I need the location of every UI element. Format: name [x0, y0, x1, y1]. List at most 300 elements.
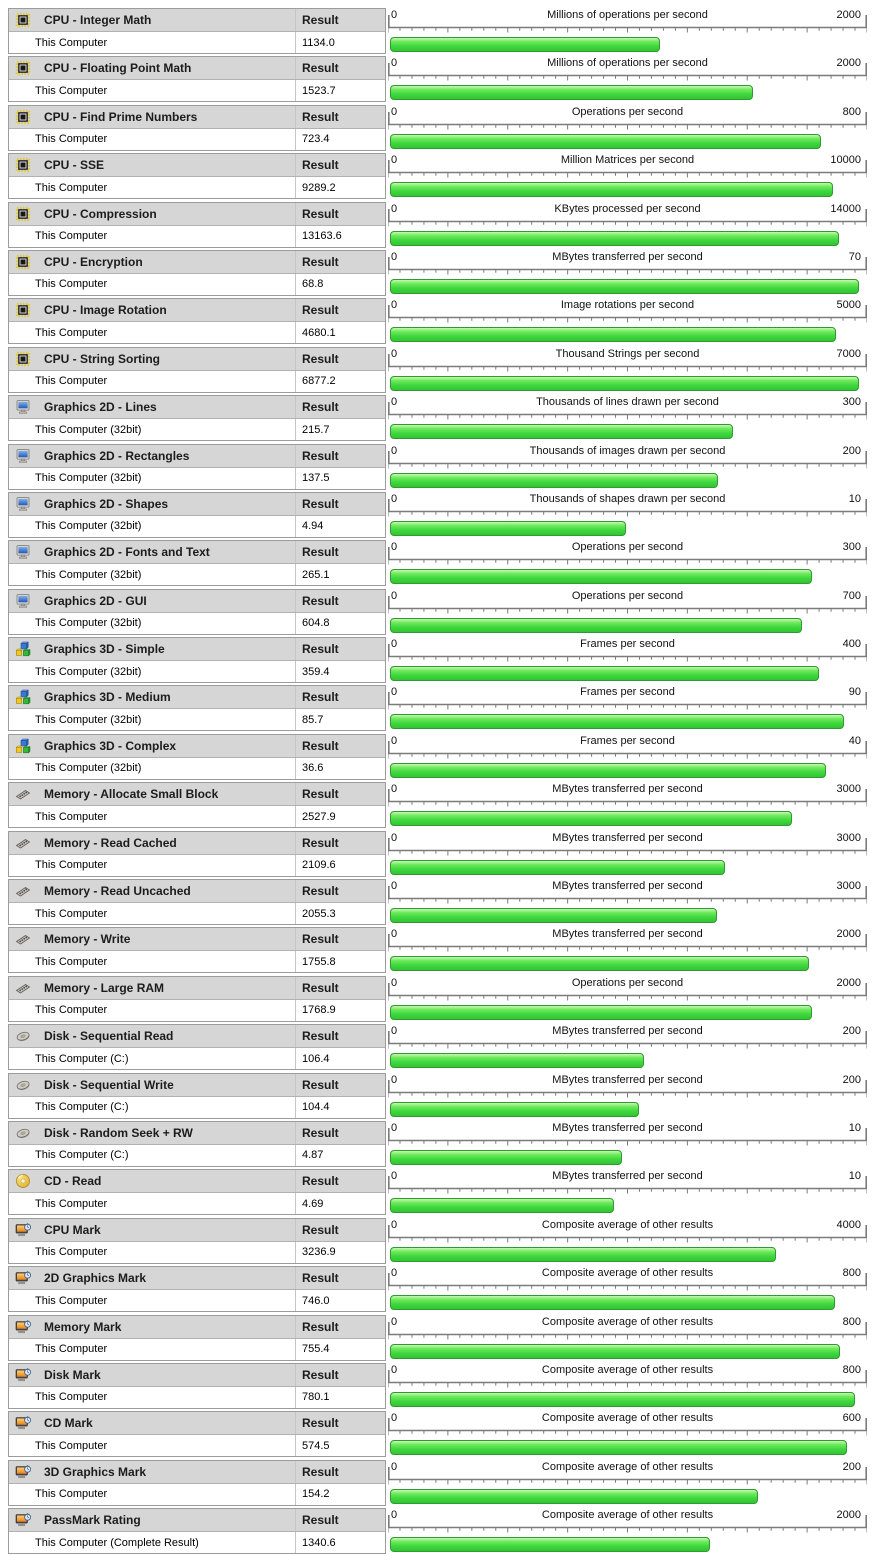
test-header[interactable]: [9, 1074, 385, 1097]
series-name-label: This Computer (32bit): [35, 472, 142, 485]
series-name-label: This Computer: [35, 1439, 108, 1452]
axis-max-label: 200: [842, 1025, 861, 1038]
axis-zero-label: 0: [391, 880, 398, 893]
series-row: [9, 709, 385, 730]
memory-chip-icon: [15, 883, 31, 899]
axis-zero-label: 0: [391, 1267, 398, 1280]
bar-track: [390, 327, 867, 342]
result-chart: [388, 976, 867, 1024]
bar-track: [390, 231, 867, 246]
test-name-label: Memory - Read Uncached: [44, 884, 191, 899]
series-row: [9, 758, 385, 779]
result-table: [8, 782, 386, 828]
test-name-label: Memory - Allocate Small Block: [44, 787, 219, 802]
axis-ruler: [388, 62, 867, 82]
test-name-label: CPU - String Sorting: [44, 351, 160, 366]
axis-ruler: [388, 1175, 867, 1195]
result-table: [8, 1363, 386, 1409]
axis-ruler: [388, 740, 867, 760]
benchmark-row: [8, 1411, 881, 1459]
benchmark-row: [8, 1024, 881, 1072]
axis-ruler: [388, 401, 867, 421]
result-table: [8, 976, 386, 1022]
series-name-label: This Computer: [35, 1197, 108, 1210]
mark-icon: [15, 1222, 31, 1238]
result-value: 265.1: [295, 564, 385, 585]
result-chart: [388, 1266, 867, 1314]
test-name-label: Graphics 2D - Lines: [44, 400, 157, 415]
test-header[interactable]: [9, 928, 385, 951]
result-value: 104.4: [295, 1097, 385, 1118]
axis-zero-label: 0: [391, 1460, 398, 1473]
test-header[interactable]: [9, 1267, 385, 1290]
axis-ruler: [388, 256, 867, 276]
benchmark-row: [8, 540, 881, 588]
axis-ruler: [388, 1466, 867, 1486]
bar-track: [390, 37, 867, 52]
test-header[interactable]: [9, 1122, 385, 1145]
axis-ruler: [388, 788, 867, 808]
benchmark-row: [8, 298, 881, 346]
result-column-header: Result: [295, 154, 385, 176]
cpu-chip-icon: [15, 206, 31, 222]
result-table: [8, 56, 386, 102]
result-value: 1134.0: [295, 32, 385, 53]
bar-track: [390, 811, 867, 826]
result-column-header: Result: [295, 1509, 385, 1531]
series-name-label: This Computer (32bit): [35, 665, 142, 678]
bar-track: [390, 1392, 867, 1407]
axis-max-label: 70: [848, 250, 861, 263]
series-row: [9, 1000, 385, 1021]
result-bar: [390, 908, 717, 923]
axis-title: Thousands of images drawn per second: [529, 444, 726, 457]
result-value: 154.2: [295, 1484, 385, 1505]
benchmark-row: [8, 202, 881, 250]
axis-zero-label: 0: [391, 589, 398, 602]
result-chart: [388, 444, 867, 492]
test-header[interactable]: [9, 1461, 385, 1484]
test-header[interactable]: [9, 1219, 385, 1242]
result-value: 85.7: [295, 709, 385, 730]
benchmark-row: [8, 1121, 881, 1169]
series-name-label: This Computer: [35, 278, 108, 291]
axis-ruler: [388, 1272, 867, 1292]
series-row: [9, 177, 385, 198]
test-header[interactable]: [9, 832, 385, 855]
result-chart: [388, 1411, 867, 1459]
axis-zero-label: 0: [391, 783, 398, 796]
test-header[interactable]: [9, 638, 385, 661]
test-header[interactable]: [9, 203, 385, 226]
result-value: 746.0: [295, 1290, 385, 1311]
result-column-header: Result: [295, 1461, 385, 1483]
result-column-header: Result: [295, 9, 385, 31]
result-table: [8, 202, 386, 248]
bar-track: [390, 473, 867, 488]
axis-ruler: [388, 546, 867, 566]
axis-max-label: 200: [842, 1073, 861, 1086]
result-value: 13163.6: [295, 226, 385, 247]
test-name-label: Graphics 2D - Shapes: [44, 496, 169, 511]
bar-track: [390, 134, 867, 149]
result-column-header: Result: [295, 1025, 385, 1047]
result-column-header: Result: [295, 928, 385, 950]
result-column-header: Result: [295, 106, 385, 128]
result-value: 137.5: [295, 468, 385, 489]
series-row: [9, 564, 385, 585]
test-name-label: Disk - Sequential Write: [44, 1077, 174, 1092]
axis-zero-label: 0: [391, 396, 398, 409]
test-header[interactable]: [9, 1025, 385, 1048]
test-name-label: Disk Mark: [44, 1367, 101, 1382]
result-chart: [388, 1073, 867, 1121]
test-header[interactable]: [9, 396, 385, 419]
series-name-label: This Computer (32bit): [35, 762, 142, 775]
result-chart: [388, 1169, 867, 1217]
bar-track: [390, 1295, 867, 1310]
result-bar: [390, 473, 718, 488]
axis-ruler: [388, 1369, 867, 1389]
axis-ruler: [388, 1030, 867, 1050]
test-header[interactable]: [9, 251, 385, 274]
result-table: [8, 1169, 386, 1215]
result-column-header: Result: [295, 445, 385, 467]
test-header[interactable]: [9, 880, 385, 903]
result-column-header: Result: [295, 1316, 385, 1338]
axis-max-label: 4000: [836, 1218, 861, 1231]
series-name-label: This Computer: [35, 133, 108, 146]
series-row: [9, 855, 385, 876]
benchmark-row: [8, 1169, 881, 1217]
bar-track: [390, 1005, 867, 1020]
result-table: [8, 1460, 386, 1506]
benchmark-row: [8, 637, 881, 685]
result-bar: [390, 1344, 840, 1359]
test-header[interactable]: [9, 106, 385, 129]
disk-icon: [15, 1125, 31, 1141]
series-row: [9, 1339, 385, 1360]
result-table: [8, 347, 386, 393]
series-row: [9, 806, 385, 827]
bar-track: [390, 521, 867, 536]
result-table: [8, 250, 386, 296]
axis-title: Composite average of other results: [541, 1267, 714, 1280]
test-header[interactable]: [9, 1170, 385, 1193]
result-bar: [390, 714, 844, 729]
cubes-3d-icon: [15, 738, 31, 754]
result-chart: [388, 782, 867, 830]
axis-max-label: 2000: [836, 9, 861, 21]
series-name-label: This Computer: [35, 326, 108, 339]
test-header[interactable]: [9, 783, 385, 806]
bar-track: [390, 1440, 867, 1455]
result-value: 1755.8: [295, 951, 385, 972]
axis-ruler: [388, 982, 867, 1002]
axis-title: MBytes transferred per second: [552, 250, 703, 263]
bar-track: [390, 279, 867, 294]
test-header[interactable]: [9, 541, 385, 564]
axis-zero-label: 0: [391, 250, 398, 263]
bar-track: [390, 1150, 867, 1165]
test-name-label: Graphics 3D - Medium: [44, 690, 171, 705]
result-chart: [388, 1315, 867, 1363]
axis-max-label: 400: [842, 638, 861, 651]
series-row: [9, 1532, 385, 1553]
axis-title: Composite average of other results: [541, 1460, 714, 1473]
result-bar: [390, 231, 839, 246]
memory-chip-icon: [15, 931, 31, 947]
result-chart: [388, 56, 867, 104]
cpu-chip-icon: [15, 254, 31, 270]
result-chart: [388, 1363, 867, 1411]
series-name-label: This Computer: [35, 84, 108, 97]
cpu-chip-icon: [15, 351, 31, 367]
result-bar: [390, 811, 792, 826]
axis-zero-label: 0: [391, 1025, 398, 1038]
axis-title: Frames per second: [580, 686, 675, 699]
axis-title: Operations per second: [571, 105, 684, 118]
test-header[interactable]: [9, 590, 385, 613]
result-table: [8, 1073, 386, 1119]
result-table: [8, 540, 386, 586]
axis-max-label: 800: [842, 1363, 861, 1376]
bar-track: [390, 1247, 867, 1262]
series-row: [9, 1387, 385, 1408]
benchmark-row: [8, 1218, 881, 1266]
bar-track: [390, 1053, 867, 1068]
series-name-label: This Computer: [35, 1488, 108, 1501]
result-column-header: Result: [295, 1122, 385, 1144]
series-row: [9, 903, 385, 924]
benchmark-row: [8, 831, 881, 879]
result-bar: [390, 1489, 758, 1504]
axis-title: Image rotations per second: [560, 299, 695, 312]
result-chart: [388, 831, 867, 879]
axis-ruler: [388, 933, 867, 953]
series-name-label: This Computer: [35, 1343, 108, 1356]
test-name-label: CD - Read: [44, 1174, 102, 1189]
result-column-header: Result: [295, 1412, 385, 1434]
result-bar: [390, 327, 836, 342]
test-name-label: CPU - Integer Math: [44, 13, 152, 27]
axis-zero-label: 0: [391, 1315, 398, 1328]
result-bar: [390, 182, 833, 197]
benchmark-row: [8, 395, 881, 443]
series-name-label: This Computer (32bit): [35, 617, 142, 630]
bar-track: [390, 763, 867, 778]
test-name-label: 3D Graphics Mark: [44, 1464, 147, 1479]
axis-zero-label: 0: [391, 1121, 398, 1134]
axis-ruler: [388, 1127, 867, 1147]
result-column-header: Result: [295, 541, 385, 563]
result-value: 106.4: [295, 1048, 385, 1069]
series-row: [9, 516, 385, 537]
series-row: [9, 1290, 385, 1311]
axis-zero-label: 0: [391, 299, 398, 312]
result-chart: [388, 685, 867, 733]
cpu-chip-icon: [15, 157, 31, 173]
result-column-header: Result: [295, 1267, 385, 1289]
result-table: [8, 879, 386, 925]
axis-ruler: [388, 885, 867, 905]
series-name-label: This Computer: [35, 36, 108, 49]
test-header[interactable]: [9, 9, 385, 32]
test-name-label: PassMark Rating: [44, 1513, 141, 1528]
test-header[interactable]: [9, 735, 385, 758]
bar-track: [390, 1489, 867, 1504]
axis-ruler: [388, 111, 867, 131]
result-bar: [390, 279, 859, 294]
series-row: [9, 1484, 385, 1505]
benchmark-row: [8, 1266, 881, 1314]
mark-icon: [15, 1319, 31, 1335]
series-name-label: This Computer (C:): [35, 1149, 129, 1162]
result-bar: [390, 763, 826, 778]
result-value: 755.4: [295, 1339, 385, 1360]
result-chart: [388, 1460, 867, 1508]
benchmark-row: [8, 927, 881, 975]
axis-title: Composite average of other results: [541, 1363, 714, 1376]
axis-max-label: 40: [848, 734, 861, 747]
result-bar: [390, 1053, 644, 1068]
test-header[interactable]: [9, 1364, 385, 1387]
test-header[interactable]: [9, 1316, 385, 1339]
series-row: [9, 226, 385, 247]
axis-ruler: [388, 1417, 867, 1437]
benchmark-row: [8, 1363, 881, 1411]
axis-max-label: 3000: [836, 880, 861, 893]
axis-title: Composite average of other results: [541, 1315, 714, 1328]
test-header[interactable]: [9, 57, 385, 80]
result-bar: [390, 1247, 776, 1262]
axis-zero-label: 0: [391, 202, 398, 215]
cpu-chip-icon: [15, 60, 31, 76]
axis-zero-label: 0: [391, 1170, 398, 1183]
axis-max-label: 10: [848, 1121, 861, 1134]
test-header[interactable]: [9, 299, 385, 322]
axis-title: Frames per second: [580, 734, 675, 747]
memory-chip-icon: [15, 980, 31, 996]
series-row: [9, 1435, 385, 1456]
result-table: [8, 1411, 386, 1457]
result-bar: [390, 85, 753, 100]
axis-ruler: [388, 1321, 867, 1341]
result-bar: [390, 1295, 835, 1310]
series-row: [9, 419, 385, 440]
series-row: [9, 32, 385, 53]
benchmark-row: [8, 685, 881, 733]
result-chart: [388, 105, 867, 153]
axis-title: Composite average of other results: [541, 1412, 714, 1425]
result-value: 604.8: [295, 613, 385, 634]
axis-zero-label: 0: [391, 541, 398, 554]
result-value: 4.69: [295, 1193, 385, 1214]
result-value: 3236.9: [295, 1242, 385, 1263]
axis-title: MBytes transferred per second: [552, 928, 703, 941]
result-value: 723.4: [295, 129, 385, 150]
result-value: 4.87: [295, 1145, 385, 1166]
axis-max-label: 800: [842, 105, 861, 118]
result-column-header: Result: [295, 686, 385, 708]
bar-track: [390, 666, 867, 681]
result-column-header: Result: [295, 590, 385, 612]
benchmark-row: [8, 782, 881, 830]
axis-zero-label: 0: [391, 492, 398, 505]
axis-title: Composite average of other results: [541, 1509, 714, 1522]
result-bar: [390, 1102, 639, 1117]
axis-max-label: 2000: [836, 1509, 861, 1522]
series-row: [9, 468, 385, 489]
axis-ruler: [388, 498, 867, 518]
axis-zero-label: 0: [391, 1218, 398, 1231]
axis-max-label: 800: [842, 1315, 861, 1328]
monitor-icon: [15, 448, 31, 464]
result-table: [8, 1121, 386, 1167]
result-chart: [388, 1121, 867, 1169]
series-name-label: This Computer: [35, 1294, 108, 1307]
axis-max-label: 14000: [830, 202, 861, 215]
test-name-label: Graphics 2D - Rectangles: [44, 448, 190, 463]
test-header[interactable]: [9, 348, 385, 371]
series-row: [9, 951, 385, 972]
benchmark-row: [8, 1073, 881, 1121]
result-chart: [388, 1218, 867, 1266]
axis-max-label: 10: [848, 492, 861, 505]
result-value: 215.7: [295, 419, 385, 440]
mark-icon: [15, 1415, 31, 1431]
result-bar: [390, 134, 821, 149]
result-column-header: Result: [295, 251, 385, 273]
result-column-header: Result: [295, 783, 385, 805]
test-name-label: CPU - Floating Point Math: [44, 61, 192, 76]
axis-max-label: 2000: [836, 57, 861, 70]
test-header[interactable]: [9, 445, 385, 468]
bar-track: [390, 956, 867, 971]
result-bar: [390, 376, 859, 391]
axis-zero-label: 0: [391, 347, 398, 360]
benchmark-row: [8, 1460, 881, 1508]
cpu-chip-icon: [15, 302, 31, 318]
bar-track: [390, 182, 867, 197]
result-table: [8, 927, 386, 973]
axis-ruler: [388, 837, 867, 857]
result-column-header: Result: [295, 57, 385, 79]
result-chart: [388, 202, 867, 250]
result-column-header: Result: [295, 1364, 385, 1386]
axis-title: Million Matrices per second: [560, 154, 695, 167]
result-table: [8, 831, 386, 877]
axis-max-label: 600: [842, 1412, 861, 1425]
axis-ruler: [388, 304, 867, 324]
test-header[interactable]: [9, 686, 385, 709]
result-value: 4680.1: [295, 322, 385, 343]
test-header[interactable]: [9, 154, 385, 177]
result-bar: [390, 1005, 812, 1020]
test-name-label: Memory - Write: [44, 932, 131, 947]
benchmark-row: [8, 1508, 881, 1556]
result-bar: [390, 666, 819, 681]
result-column-header: Result: [295, 1170, 385, 1192]
series-name-label: This Computer (32bit): [35, 520, 142, 533]
test-name-label: CPU - SSE: [44, 158, 105, 173]
axis-ruler: [388, 450, 867, 470]
test-header[interactable]: [9, 1509, 385, 1532]
test-header[interactable]: [9, 1412, 385, 1435]
bar-track: [390, 85, 867, 100]
test-header[interactable]: [9, 977, 385, 1000]
test-header[interactable]: [9, 493, 385, 516]
